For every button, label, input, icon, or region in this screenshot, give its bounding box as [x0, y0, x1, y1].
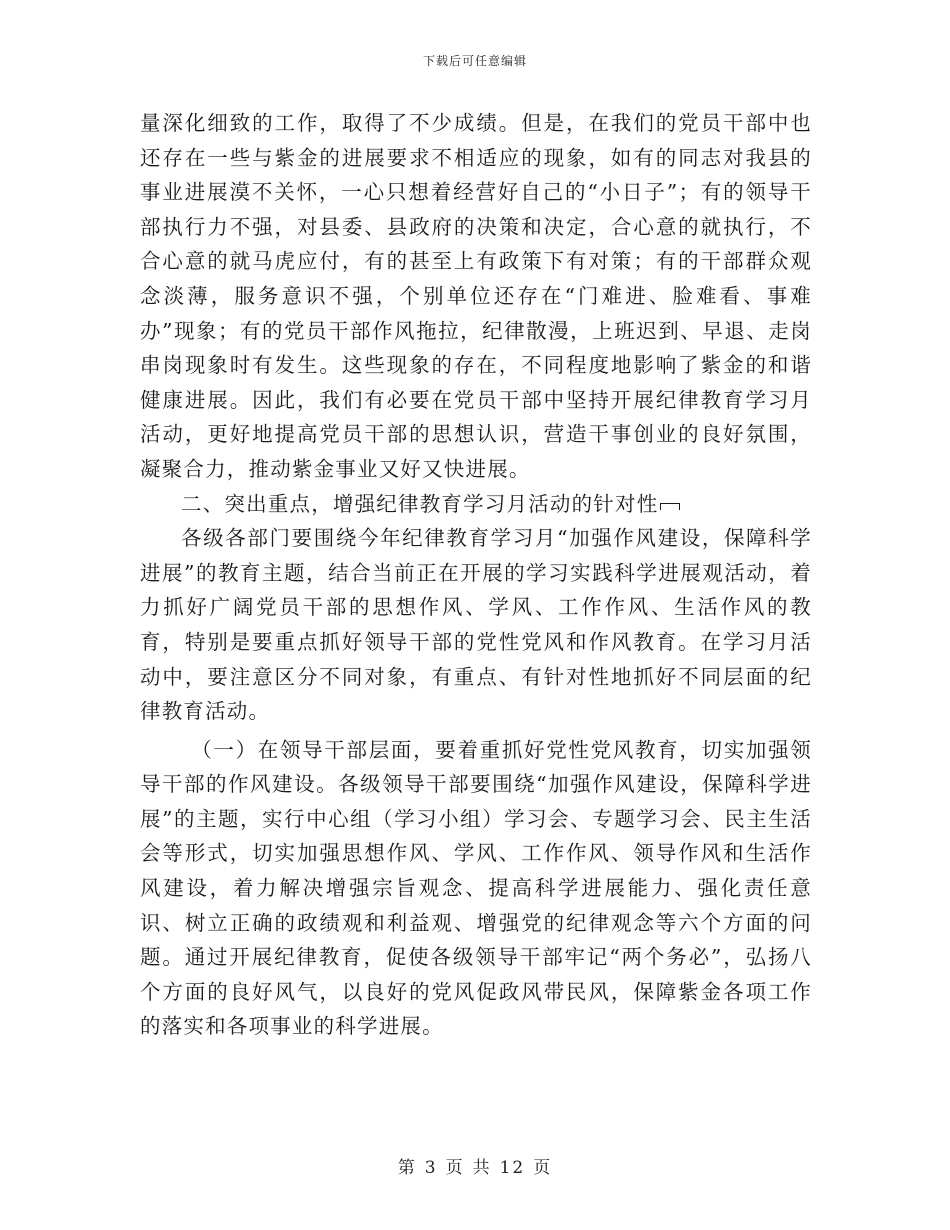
body-paragraph-3: （一）在领导干部层面，要着重抓好党性党风教育，切实加强领导干部的作风建设。各级领导干部要围绕“加强作风建设，保障科学进展”的主题，实行中心组（学习小组）学习会、专题学习会、民主生活会等形式，切实加强思想作风、学风、工作作风、领导作风和生活作风建设，着力解决增强宗旨观念、提高科学进展能力、强化责任意识、树立正确的政绩观和利益观、增强党的纪律观念等六个方面的问题。通过开展纪律教育，促使各级领导干部牢记“两个务必”，弘扬八个方面的良好风气，以良好的党风促政风带民风，保障紫金各项工作的落实和各项事业的科学进展。 — [140, 737, 812, 1039]
page-header: 下载后可任意编辑 — [422, 54, 527, 68]
footer-page-word: 页 — [445, 1158, 465, 1178]
section-heading-text: 二、突出重点，增强纪律教育学习月活动的针对性 — [181, 491, 659, 516]
body-paragraph-2: 各级各部门要围绕今年纪律教育学习月“加强作风建设，保障科学进展”的教育主题，结合当前正在开展的学习实践科学进展观活动，着力抓好广阔党员干部的思想作风、学风、工作作风、生活作风的教育，特别是要重点抓好领导干部的党性党风和作风教育。在学习月活动中，要注意区分不同对象，有重点、有针对性地抓好不同层面的纪律教育活动。 — [140, 526, 812, 724]
body-paragraph-1: 量深化细致的工作，取得了不少成绩。但是，在我们的党员干部中也还存在一些与紫金的进展要求不相适应的现象，如有的同志对我县的事业进展漠不关怀，一心只想着经营好自己的“小日子”；有的领导干部执行力不强，对县委、县政府的决策和决定，合心意的就执行，不合心意的就马虎应付，有的甚至上有政策下有对策；有的干部群众观念淡薄，服务意识不强，个别单位还存在“门难进、脸难看、事难办”现象；有的党员干部作风拖拉，纪律散漫，上班迟到、早退、走岗串岗现象时有发生。这些现象的存在，不同程度地影响了紫金的和谐健康进展。因此，我们有必要在党员干部中坚持开展纪律教育学习月活动，更好地提高党员干部的思想认识，营造干事创业的良好氛围，凝聚合力，推动紫金事业又好又快进展。 — [140, 111, 812, 481]
footer-prefix: 第 — [397, 1158, 417, 1178]
section-heading-2 — [140, 487, 812, 522]
footer-current-page: 3 — [424, 1158, 438, 1178]
footer-suffix: 页 — [533, 1158, 553, 1178]
footer-total-pages: 12 — [499, 1158, 526, 1178]
document-body — [140, 106, 812, 1044]
bracket-mark-icon — [660, 503, 680, 510]
page-footer — [0, 1153, 950, 1178]
footer-total-word: 共 — [472, 1158, 492, 1178]
